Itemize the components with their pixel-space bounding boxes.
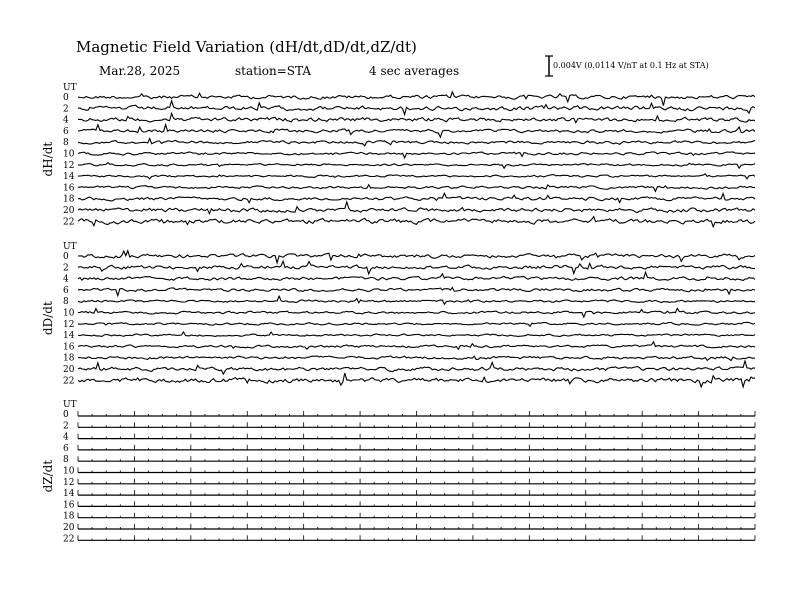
panel-ylabel: dD/dt xyxy=(41,301,55,336)
trace-line xyxy=(78,163,755,169)
trace-line xyxy=(78,342,755,349)
trace-line xyxy=(78,288,755,296)
trace-line xyxy=(78,113,755,122)
row-hour-label: 12 xyxy=(63,160,75,171)
panel-ylabel: dH/dt xyxy=(41,141,55,177)
scale-label: 0.004V (0.0114 V/nT at 0.1 Hz at STA) xyxy=(553,61,709,70)
row-hour-label: 10 xyxy=(63,149,75,160)
row-hour-label: 8 xyxy=(63,455,69,466)
row-hour-label: 6 xyxy=(63,285,69,296)
row-hour-label: 0 xyxy=(63,410,69,420)
row-hour-label: 2 xyxy=(63,421,69,432)
row-hour-label: 22 xyxy=(63,217,75,228)
row-hour-label: 22 xyxy=(63,376,75,387)
trace-line xyxy=(78,373,755,387)
row-hour-label: 14 xyxy=(63,331,75,342)
row-hour-label: 4 xyxy=(63,274,69,285)
row-hour-label: 4 xyxy=(63,115,69,126)
row-hour-label: 20 xyxy=(63,365,75,375)
row-hour-label: 16 xyxy=(63,183,75,194)
row-hour-label: 10 xyxy=(63,308,75,319)
trace-line xyxy=(78,332,755,337)
chart-title: Magnetic Field Variation (dH/dt,dD/dt,dZ/dt) xyxy=(76,38,417,56)
trace-line xyxy=(78,296,755,304)
row-hour-label: 14 xyxy=(63,172,75,183)
row-hour-label: 20 xyxy=(63,523,75,533)
row-hour-label: 10 xyxy=(63,466,75,477)
trace-line xyxy=(78,125,755,138)
row-hour-label: 2 xyxy=(63,104,69,115)
trace-line xyxy=(78,185,755,192)
panel-ylabel: dZ/dt xyxy=(41,459,55,493)
row-hour-label: 12 xyxy=(63,477,75,488)
row-hour-label: 4 xyxy=(63,432,69,443)
trace-line xyxy=(78,101,755,115)
row-hour-label: 18 xyxy=(63,194,75,205)
ut-label: UT xyxy=(63,242,77,252)
row-hour-label: 6 xyxy=(63,443,69,454)
station-label: station=STA xyxy=(235,64,312,78)
date-label: Mar.28, 2025 xyxy=(99,64,181,78)
panel-dD-dt xyxy=(41,242,755,387)
trace-line xyxy=(78,152,755,158)
trace-line xyxy=(78,251,755,263)
row-hour-label: 6 xyxy=(63,126,69,137)
row-hour-label: 12 xyxy=(63,319,75,330)
trace-line xyxy=(78,356,755,361)
row-hour-label: 2 xyxy=(63,263,69,274)
trace-line xyxy=(78,217,755,227)
panel-dZ-dt xyxy=(41,400,755,544)
averaging-label: 4 sec averages xyxy=(369,64,460,78)
trace-line xyxy=(78,138,755,145)
trace-line xyxy=(78,261,755,274)
scale-bar xyxy=(545,56,553,76)
trace-line xyxy=(78,272,755,280)
row-hour-label: 18 xyxy=(63,511,75,522)
row-hour-label: 20 xyxy=(63,206,75,216)
row-hour-label: 0 xyxy=(63,252,69,262)
ut-label: UT xyxy=(63,400,77,410)
row-hour-label: 16 xyxy=(63,342,75,353)
trace-line xyxy=(78,92,755,106)
trace-line xyxy=(78,193,755,203)
trace-line xyxy=(78,202,755,214)
row-hour-label: 8 xyxy=(63,297,69,308)
trace-line xyxy=(78,361,755,374)
row-hour-label: 14 xyxy=(63,489,75,500)
row-hour-label: 16 xyxy=(63,500,75,511)
trace-line xyxy=(78,174,755,179)
panel-dH-dt xyxy=(41,83,755,227)
trace-line xyxy=(78,308,755,317)
row-hour-label: 0 xyxy=(63,93,69,103)
row-hour-label: 8 xyxy=(63,138,69,149)
row-hour-label: 22 xyxy=(63,534,75,545)
trace-line xyxy=(78,322,755,326)
ut-label: UT xyxy=(63,83,77,93)
row-hour-label: 18 xyxy=(63,353,75,364)
